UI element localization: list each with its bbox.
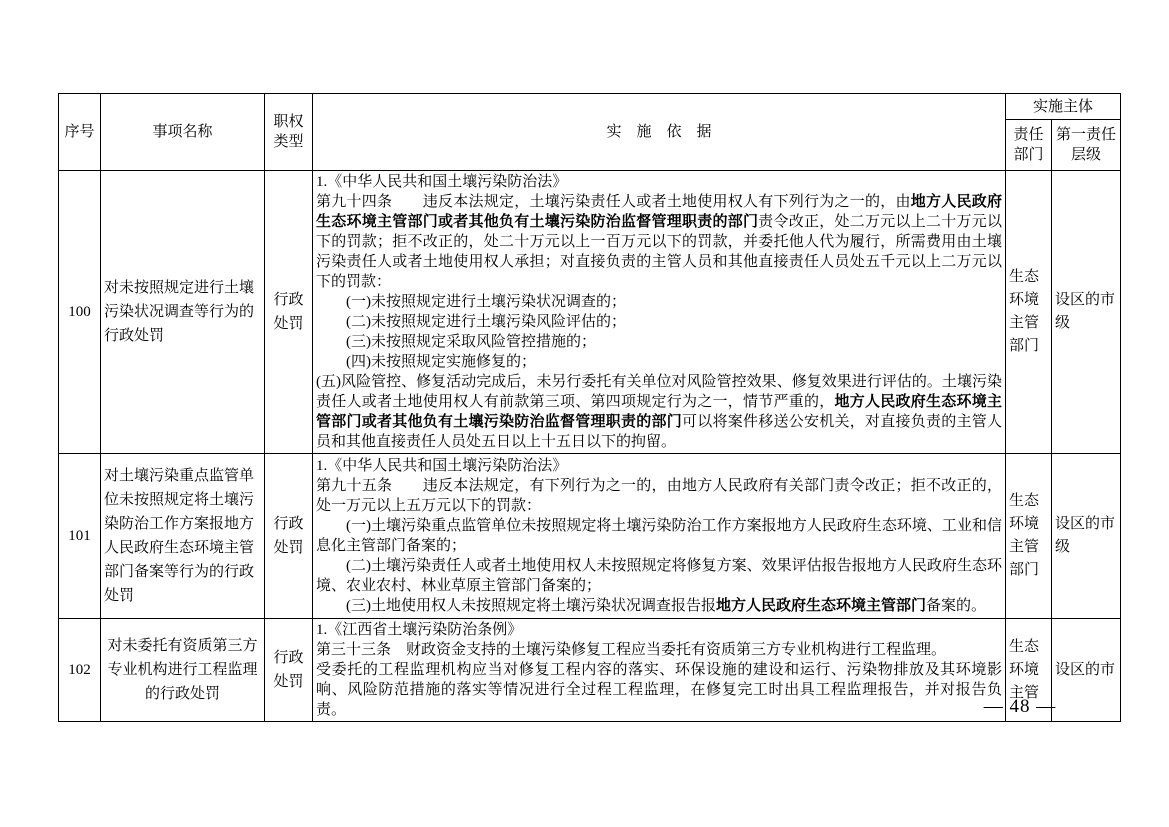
basis-paragraph: 受委托的工程监理机构应当对修复工程内容的落实、环保设施的建设和运行、污染物排放及其环境影响、风险防范措施的落实等情况进行全过程工程监理，在修复完工时出具工程监理报告，并对报告负责。 (316, 662, 1002, 718)
basis-paragraph: 1.《江西省土壤污染防治条例》 (316, 622, 523, 638)
row-index-cell: 100 (59, 171, 101, 454)
basis-paragraph: 1.《中华人民共和国土壤污染防治法》 (316, 458, 568, 474)
authority-type-cell: 行政处罚 (265, 619, 313, 722)
header-implementation-subject: 实施主体 (1006, 94, 1121, 120)
basis-paragraph: 第九十四条 违反本法规定，土壤污染责任人或者土地使用权人有下列行为之一的，由地方人民政府生态环境主管部门或者其他负有土壤污染防治监督管理职责的部门责令改正，处二万元以上二十万元以下的罚款；拒不改正的，处二十万元以上一百万元以下的罚款，并委托他人代为履行，所需费用由土壤污染责任人或者土地使用权人承担；对直接负责的主管人员和其他直接责任人员处五千元以上二万元以下的罚款： (316, 194, 1002, 290)
authority-type-cell: 行政处罚 (265, 171, 313, 454)
row-index-cell: 102 (59, 619, 101, 722)
header-responsible-department: 责任部门 (1006, 120, 1052, 171)
authority-matrix-table (58, 93, 1121, 722)
implementation-basis-cell (313, 619, 1006, 722)
basis-paragraph: 第三十三条 财政资金支持的土壤污染修复工程应当委托有资质第三方专业机构进行工程监理。 (316, 642, 947, 658)
responsible-department-cell: 生态环境主管部门 (1006, 454, 1052, 619)
basis-paragraph: (三)未按照规定采取风险管控措施的； (346, 334, 596, 350)
table-body (59, 171, 1121, 722)
basis-paragraph: 第九十五条 违反本法规定，有下列行为之一的，由地方人民政府有关部门责令改正；拒不改正的，处一万元以上五万元以下的罚款： (316, 478, 1002, 514)
implementation-basis-cell (313, 454, 1006, 619)
page-number: — 48 — (983, 696, 1057, 717)
header-item-name: 事项名称 (101, 94, 265, 171)
responsible-department-cell: 生态环境主管部门 (1006, 171, 1052, 454)
basis-paragraph: (四)未按照规定实施修复的； (346, 354, 536, 370)
basis-paragraph: (一)土壤污染重点监管单位未按照规定将土壤污染防治工作方案报地方人民政府生态环境、工业和信息化主管部门备案的； (316, 518, 1002, 554)
basis-paragraph: (一)未按照规定进行土壤污染状况调查的； (346, 294, 626, 310)
responsibility-level-cell: 设区的市 (1052, 619, 1121, 722)
responsibility-level-cell: 设区的市级 (1052, 171, 1121, 454)
responsibility-level-cell: 设区的市级 (1052, 454, 1121, 619)
header-implementation-basis: 实 施 依 据 (313, 94, 1006, 171)
basis-paragraph: (二)未按照规定进行土壤污染风险评估的； (346, 314, 626, 330)
responsible-department-cell: 生态环境主管 (1006, 619, 1052, 722)
basis-paragraph: (三)土地使用权人未按照规定将土壤污染状况调查报告报地方人民政府生态环境主管部门备案的。 (346, 598, 987, 614)
table-row (59, 454, 1121, 619)
basis-paragraph: (五)风险管控、修复活动完成后，未另行委托有关单位对风险管控效果、修复效果进行评估的。土壤污染责任人或者土地使用权人有前款第三项、第四项规定行为之一，情节严重的，地方人民政府生态环境主管部门或者其他负有土壤污染防治监督管理职责的部门可以将案件移送公安机关，对直接负责的主管人员和其他直接责任人员处五日以上十五日以下的拘留。 (316, 374, 1002, 450)
table-row (59, 171, 1121, 454)
header-index: 序号 (59, 94, 101, 171)
basis-paragraph: 1.《中华人民共和国土壤污染防治法》 (316, 174, 568, 190)
row-index-cell: 101 (59, 454, 101, 619)
item-name-cell: 对未委托有资质第三方专业机构进行工程监理的行政处罚 (101, 619, 265, 722)
item-name-cell: 对土壤污染重点监管单位未按照规定将土壤污染防治工作方案报地方人民政府生态环境主管部门备案等行为的行政处罚 (101, 454, 265, 619)
basis-paragraph: (二)土壤污染责任人或者土地使用权人未按照规定将修复方案、效果评估报告报地方人民政府生态环境、农业农村、林业草原主管部门备案的； (316, 558, 1002, 594)
header-first-responsibility-level: 第一责任层级 (1052, 120, 1121, 171)
header-authority-type: 职权类型 (265, 94, 313, 171)
authority-type-cell: 行政处罚 (265, 454, 313, 619)
item-name-cell: 对未按照规定进行土壤污染状况调查等行为的行政处罚 (101, 171, 265, 454)
table-row (59, 619, 1121, 722)
implementation-basis-cell (313, 171, 1006, 454)
